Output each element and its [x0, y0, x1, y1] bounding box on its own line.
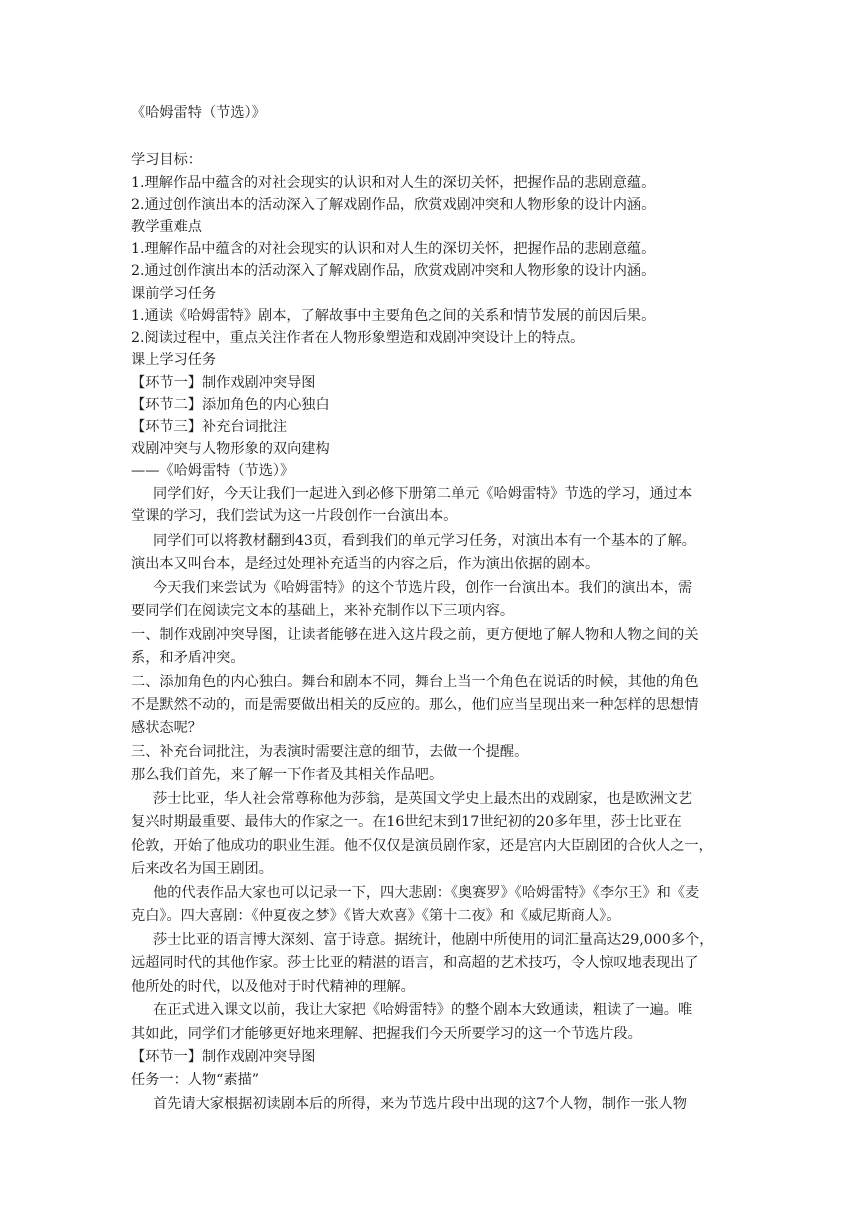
- section-item: 【环节二】添加角色的内心独白: [131, 397, 330, 413]
- section-item: 【环节三】补充台词批注: [131, 419, 288, 435]
- section-heading: 【环节一】制作戏剧冲突导图: [131, 1049, 316, 1065]
- paragraph-line: 1.通读《哈姆雷特》剧本，了解故事中主要角色之间的关系和情节发展的前因后果。: [131, 308, 656, 324]
- paragraph-line: 2.通过创作演出本的活动深入了解戏剧作品，欣赏戏剧冲突和人物形象的设计内涵。: [131, 263, 656, 279]
- paragraph-line: 莎士比亚的语言博大深刻、富于诗意。据统计，他剧中所使用的词汇量高达29,000多个，: [153, 932, 714, 948]
- lesson-subtitle: ——《哈姆雷特（节选）》: [131, 463, 295, 479]
- heading-in-class-tasks: 课上学习任务: [131, 352, 217, 368]
- paragraph-line: 后来改名为国王剧团。: [131, 861, 273, 877]
- paragraph-line: 要同学们在阅读完文本的基础上，来补充制作以下三项内容。: [131, 603, 515, 619]
- paragraph-line: 系，和矛盾冲突。: [131, 650, 245, 666]
- paragraph-line: 同学们可以将教材翻到43页，看到我们的单元学习任务，对演出本有一个基本的了解。: [153, 533, 696, 549]
- section-item: 【环节一】制作戏剧冲突导图: [131, 375, 316, 391]
- doc-title: 《哈姆雷特（节选）》: [131, 105, 266, 121]
- paragraph-line: 2.通过创作演出本的活动深入了解戏剧作品，欣赏戏剧冲突和人物形象的设计内涵。: [131, 197, 656, 213]
- paragraph-line: 他的代表作品大家也可以记录一下，四大悲剧：《奥赛罗》《哈姆雷特》《李尔王》和《麦: [153, 885, 700, 901]
- paragraph-line: 首先请大家根据初读剧本后的所得，来为节选片段中出现的这7个人物，制作一张人物: [153, 1096, 687, 1112]
- paragraph-line: 克白》。四大喜剧：《仲夏夜之梦》《皆大欢喜》《第十二夜》和《威尼斯商人》。: [131, 908, 621, 924]
- paragraph-line: 不是默然不动的，而是需要做出相关的反应的。那么，他们应当呈现出来一种怎样的思想情: [131, 697, 699, 713]
- paragraph-line: 今天我们来尝试为《哈姆雷特》的这个节选片段，创作一台演出本。我们的演出本，需: [153, 580, 693, 596]
- paragraph-line: 莎士比亚，华人社会常尊称他为莎翁，是英国文学史上最杰出的戏剧家，也是欧洲文艺: [153, 791, 693, 807]
- paragraph-line: 三、补充台词批注，为表演时需要注意的细节，去做一个提醒。: [131, 744, 529, 760]
- paragraph-line: 二、添加角色的内心独白。舞台和剧本不同，舞台上当一个角色在说话的时候，其他的角色: [131, 674, 699, 690]
- paragraph-line: 堂课的学习，我们尝试为这一片段创作一台演出本。: [131, 508, 458, 524]
- paragraph-line: 2.阅读过程中，重点关注作者在人物形象塑造和戏剧冲突设计上的特点。: [131, 330, 585, 346]
- paragraph-line: 他所处的时代，以及他对于时代精神的理解。: [131, 979, 415, 995]
- task-heading: 任务一：人物“素描”: [131, 1072, 260, 1088]
- paragraph-line: 同学们好，今天让我们一起进入到必修下册第二单元《哈姆雷特》节选的学习，通过本: [153, 486, 693, 502]
- paragraph-line: 远超同时代的其他作家。莎士比亚的精湛的语言，和高超的艺术技巧，令人惊叹地表现出了: [131, 955, 699, 971]
- paragraph-line: 1.理解作品中蕴含的对社会现实的认识和对人生的深切关怀，把握作品的悲剧意蕴。: [131, 175, 656, 191]
- paragraph-line: 复兴时期最重要、最伟大的作家之一。在16世纪末到17世纪初的20多年里，莎士比亚在: [131, 814, 682, 830]
- paragraph-line: 在正式进入课文以前，我让大家把《哈姆雷特》的整个剧本大致通读，粗读了一遍。唯: [153, 1002, 693, 1018]
- paragraph-line: 一、制作戏剧冲突导图，让读者能够在进入这片段之前，更方便地了解人物和人物之间的关: [131, 627, 699, 643]
- heading-key-points: 教学重难点: [131, 219, 202, 235]
- paragraph-line: 伦敦，开始了他成功的职业生涯。他不仅仅是演员剧作家，还是宫内大臣剧团的合伙人之一，: [131, 838, 713, 854]
- heading-learning-goals: 学习目标：: [131, 152, 202, 168]
- lesson-title: 戏剧冲突与人物形象的双向建构: [131, 441, 330, 457]
- heading-pre-class-tasks: 课前学习任务: [131, 286, 217, 302]
- paragraph-line: 演出本又叫台本，是经过处理补充适当的内容之后，作为演出依据的剧本。: [131, 556, 600, 572]
- paragraph-line: 那么我们首先，来了解一下作者及其相关作品吧。: [131, 767, 444, 783]
- paragraph-line: 其如此，同学们才能够更好地来理解、把握我们今天所要学习的这一个节选片段。: [131, 1026, 642, 1042]
- paragraph-line: 感状态呢？: [131, 720, 202, 736]
- paragraph-line: 1.理解作品中蕴含的对社会现实的认识和对人生的深切关怀，把握作品的悲剧意蕴。: [131, 241, 656, 257]
